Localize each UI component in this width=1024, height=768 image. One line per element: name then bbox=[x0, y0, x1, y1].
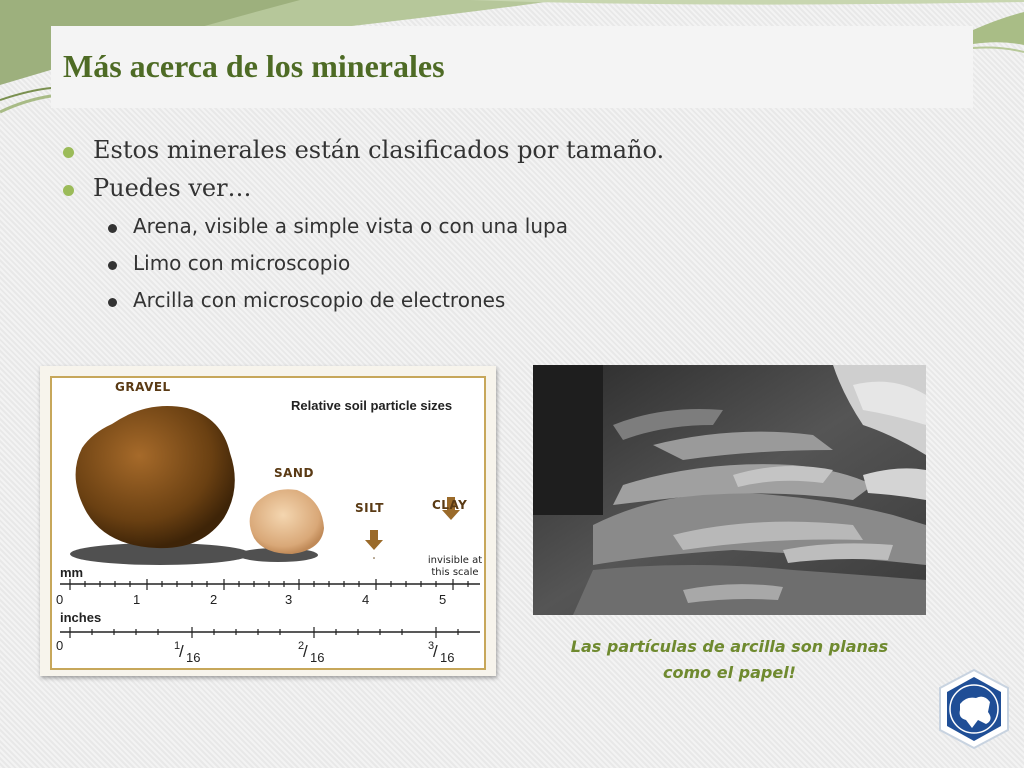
mm-tick-label: 4 bbox=[362, 592, 370, 607]
inch-axis-label: inches bbox=[60, 610, 102, 625]
page-title: Más acerca de los minerales bbox=[63, 48, 445, 84]
silt-label: SILT bbox=[355, 501, 384, 515]
sand-label: SAND bbox=[274, 466, 314, 480]
figure-frame: Relative soil particle sizes GRAVEL SAND SILT CLAY invisible at this scale mm 0 1 2 3 4 5 inches 0 1 / 16 2 / 16 3 / 16 bbox=[50, 376, 486, 670]
figure-title: Relative soil particle sizes bbox=[291, 398, 453, 413]
hexagon-map-seal-icon bbox=[938, 668, 1010, 750]
caption-line-1: Las partículas de arcilla son planas bbox=[570, 637, 889, 656]
sub-bullet-item: Arcilla con microscopio de electrones bbox=[60, 288, 960, 325]
silt-arrow bbox=[365, 530, 383, 550]
bullet-item: Estos minerales están clasificados por tamaño. bbox=[60, 136, 960, 174]
particle-illustration bbox=[52, 378, 484, 668]
photo-caption bbox=[533, 634, 926, 686]
mm-tick-label: 5 bbox=[439, 592, 447, 607]
caption-line-2: como el papel! bbox=[663, 663, 796, 682]
sand-particle bbox=[250, 489, 324, 554]
silt-dot bbox=[373, 557, 375, 559]
clay-particles-sem-photo bbox=[533, 365, 926, 615]
clay-note-line-1: invisible at bbox=[427, 555, 483, 566]
clay-note bbox=[412, 555, 498, 579]
soil-particle-size-figure bbox=[40, 366, 496, 676]
mm-tick-label: 0 bbox=[56, 592, 64, 607]
title-box bbox=[51, 26, 973, 108]
mm-tick-label: 2 bbox=[210, 592, 218, 607]
bullet-list bbox=[60, 136, 960, 323]
gravel-particle bbox=[76, 406, 235, 548]
clay-label: CLAY bbox=[432, 498, 468, 512]
gravel-label: GRAVEL bbox=[115, 380, 171, 394]
mm-axis-label: mm bbox=[60, 565, 84, 580]
mm-tick-label: 1 bbox=[133, 592, 141, 607]
sub-bullet-item: Limo con microscopio bbox=[60, 251, 960, 288]
inch-tick-label: 0 bbox=[56, 638, 64, 653]
sub-bullet-item: Arena, visible a simple vista o con una lupa bbox=[60, 214, 960, 251]
clay-note-line-2: this scale bbox=[431, 567, 479, 578]
mm-tick-label: 3 bbox=[285, 592, 293, 607]
bullet-item: Puedes ver… bbox=[60, 174, 960, 212]
